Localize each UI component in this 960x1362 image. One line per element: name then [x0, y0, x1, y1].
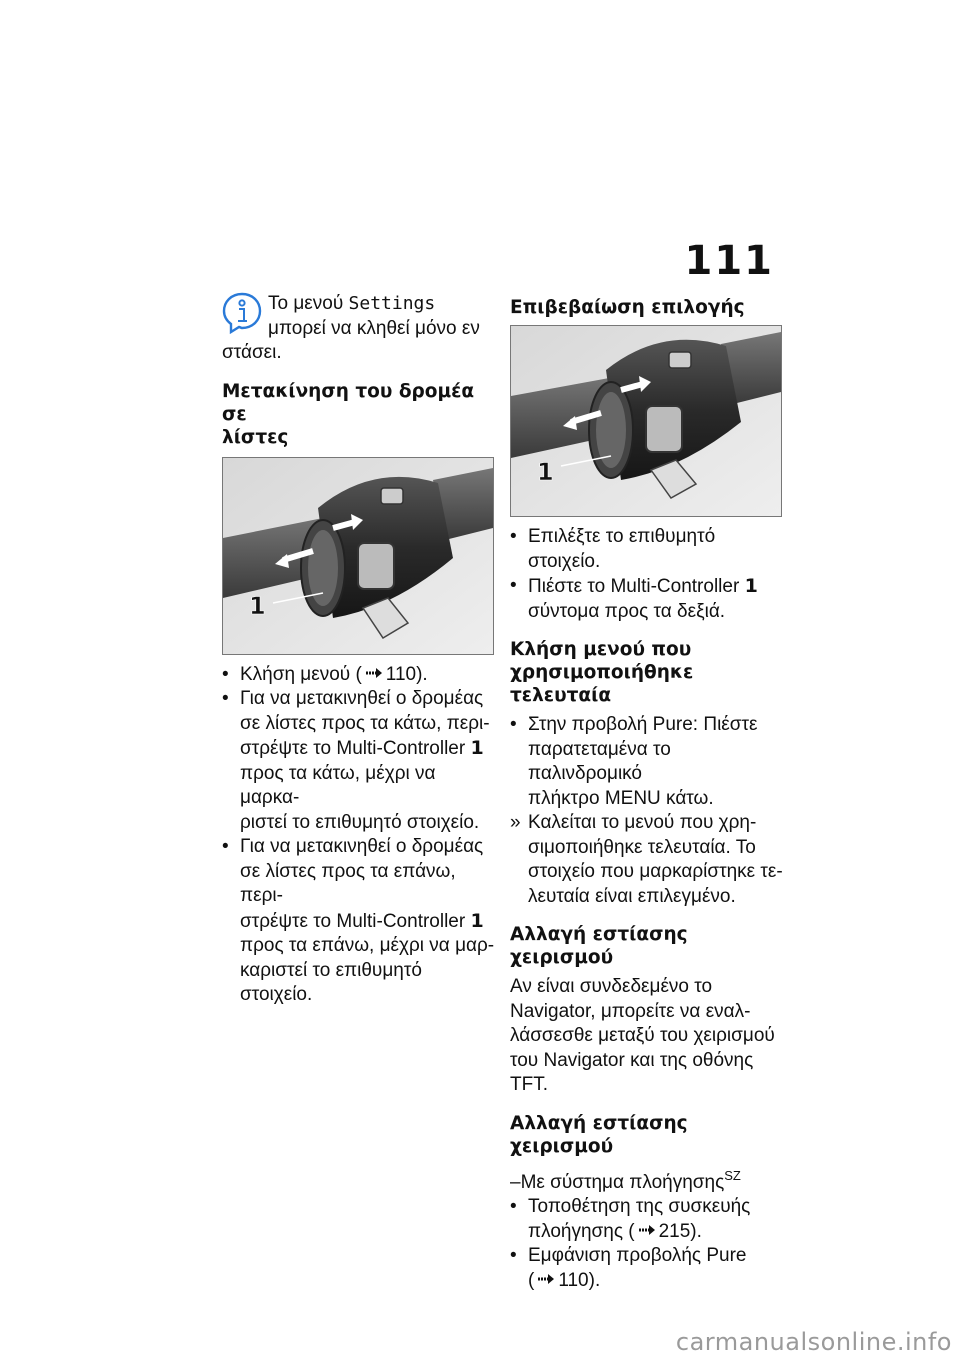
info-note — [222, 292, 497, 366]
text: λευταία είναι επιλεγμένο. — [528, 885, 736, 907]
page-ref-arrow-icon — [638, 1224, 656, 1236]
text: στρέψτε το Multi-Controller — [240, 910, 466, 932]
list-item: • Πιέστε το Multi-Controller 1 σύντομα προς τα δεξιά. — [510, 574, 785, 624]
callout-ref: 1 — [470, 737, 484, 759]
text: του Navigator και της οθόνης — [510, 1049, 754, 1071]
text: παρατεταμένα το παλινδρομικό — [528, 738, 671, 784]
list-item: • Για να μετακινηθεί ο δρομέας σε λίστες προς τα επάνω, περι- στρέψτε το Multi-Controller 1 προς τα επάνω, μέχρι να μαρ- καριστεί το επιθυμητό στοιχείο. — [222, 835, 497, 1008]
list-item: • Εμφάνιση προβολής Pure ( 110). — [510, 1244, 785, 1293]
text: Καλείται το μενού που χρη- — [528, 812, 757, 833]
heading-last-used-menu — [510, 638, 785, 707]
heading-cursor-lists — [222, 380, 497, 449]
callout-ref: 1 — [470, 909, 484, 932]
heading-line: λίστες — [222, 426, 289, 448]
heading-line: Κλήση μενού που — [510, 639, 692, 660]
left-column — [222, 292, 497, 1008]
list-item: • Τοποθέτηση της συσκευής πλοήγησης ( 215). — [510, 1195, 785, 1244]
text: Navigator, μπορείτε να εναλ- — [510, 1000, 751, 1022]
callout-1: 1 — [537, 458, 554, 486]
text: Επιλέξτε το επιθυμητό στοιχείο. — [528, 526, 716, 572]
handlebar-switch-illustration — [511, 326, 781, 516]
right-bullets-1 — [510, 525, 785, 624]
list-item: • Για να μετακινηθεί ο δρομέας σε λίστες προς τα κάτω, περι- στρέψτε το Multi-Controller 1 προς τα κάτω, μέχρι να μαρκα- ριστεί το επιθυμητό στοιχείο. — [222, 687, 497, 835]
text: λάσσεσθε μεταξύ του χειρισμού — [510, 1025, 775, 1046]
heading-focus-change: Αλλαγή εστίασης χειρισμού — [510, 924, 688, 968]
text: στοιχείο που μαρκαρίστηκε τε- — [528, 861, 783, 882]
text: πλήκτρο MENU κάτω. — [528, 787, 714, 809]
text: στρέψτε το Multi-Controller — [240, 738, 466, 759]
text: ( — [528, 1269, 535, 1291]
text: 215). — [658, 1220, 702, 1242]
text: Στην προβολή Pure: Πιέστε — [528, 714, 758, 735]
page-ref-arrow-icon — [537, 1273, 555, 1285]
text: Για να μετακινηθεί ο δρομέας — [240, 688, 484, 709]
text: σιμοποιήθηκε τελευταία. Το — [528, 836, 756, 858]
note-text-line2: μπορεί να κληθεί μόνο εν — [268, 317, 480, 339]
text: 110). — [558, 1269, 601, 1291]
right-column — [510, 292, 785, 1293]
right-bullets-3 — [510, 1164, 785, 1294]
page-ref-arrow-icon — [365, 667, 383, 679]
result-marker: » — [510, 812, 521, 833]
text: σε λίστες προς τα επάνω, περι- — [240, 860, 456, 906]
note-code-settings: Settings — [348, 293, 436, 314]
result-item — [510, 811, 785, 909]
text: Πιέστε το Multi-Controller — [528, 576, 740, 597]
watermark: carmanualsonline.info — [675, 1328, 952, 1356]
info-icon — [222, 292, 262, 334]
text: Αν είναι συνδεδεμένο το — [510, 976, 713, 997]
text: Εμφάνιση προβολής Pure — [528, 1245, 747, 1266]
left-bullets — [222, 663, 497, 1008]
controller-photo-1 — [222, 457, 494, 655]
text: προς τα κάτω, μέχρι να μαρκα- — [240, 762, 436, 808]
text: –Με σύστημα πλοήγησης — [510, 1171, 725, 1193]
handlebar-switch-illustration — [223, 458, 493, 654]
text: καριστεί το επιθυμητό στοιχείο. — [240, 959, 422, 1005]
text: 110). — [385, 663, 428, 685]
text: ριστεί το επιθυμητό στοιχείο. — [240, 811, 480, 833]
condition-line — [510, 1164, 785, 1196]
text: Κλήση μενού ( — [240, 663, 362, 685]
text: σε λίστες προς τα κάτω, περι- — [240, 712, 490, 734]
text: πλοήγησης ( — [528, 1220, 635, 1242]
note-text-prefix: Το μενού — [268, 293, 344, 314]
list-item: • Επιλέξτε το επιθυμητό στοιχείο. — [510, 525, 785, 574]
focus-paragraph — [510, 975, 785, 1098]
text: σύντομα προς τα δεξιά. — [528, 600, 726, 622]
right-bullets-2 — [510, 713, 785, 909]
callout-1: 1 — [249, 591, 266, 620]
controller-photo-2 — [510, 325, 782, 517]
text: Για να μετακινηθεί ο δρομέας — [240, 836, 484, 857]
heading-focus-change-2: Αλλαγή εστίασης χειρισμού — [510, 1112, 688, 1157]
heading-line: χρησιμοποιήθηκε τελευταία — [510, 662, 694, 706]
heading-line: Μετακίνηση του δρομέα σε — [222, 380, 475, 425]
note-text-line3: στάσει. — [222, 342, 282, 363]
heading-confirm-selection: Επιβεβαίωση επιλογής — [510, 297, 745, 318]
callout-ref: 1 — [744, 575, 758, 597]
page-number: 111 — [684, 238, 774, 284]
list-item: • Στην προβολή Pure: Πιέστε παρατεταμένα το παλινδρομικό πλήκτρο MENU κάτω. — [510, 713, 785, 811]
option-superscript: SZ — [724, 1167, 741, 1183]
list-item: • Κλήση μενού ( 110). — [222, 663, 428, 685]
text: Τοποθέτηση της συσκευής — [528, 1196, 751, 1217]
text: TFT. — [510, 1074, 548, 1095]
text: προς τα επάνω, μέχρι να μαρ- — [240, 935, 495, 956]
